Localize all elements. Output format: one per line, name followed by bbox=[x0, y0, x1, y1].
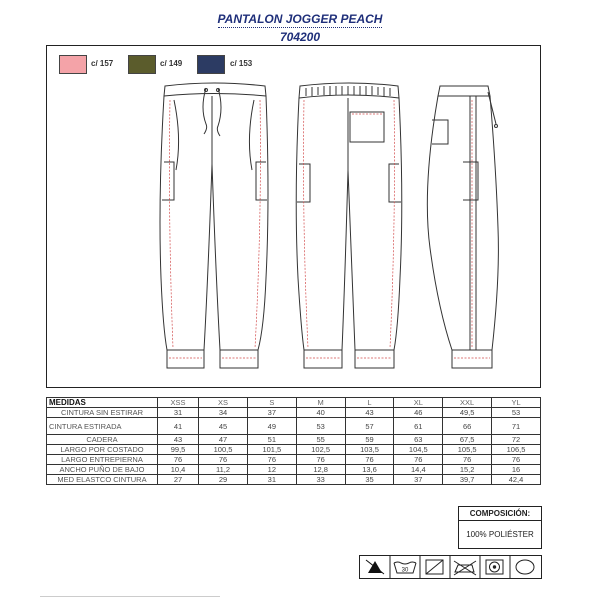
title-divider bbox=[218, 27, 382, 28]
measurement-value: 35 bbox=[345, 475, 394, 485]
measurements-table bbox=[46, 397, 541, 485]
dry-clean-icon bbox=[486, 560, 503, 574]
measurement-value: 49,5 bbox=[443, 408, 492, 418]
measurement-label: CINTURA SIN ESTIRAR bbox=[47, 408, 158, 418]
measurement-value: 29 bbox=[199, 475, 248, 485]
wash-30-icon bbox=[394, 562, 416, 574]
measurement-value: 76 bbox=[158, 455, 199, 465]
composition-heading: COMPOSICIÓN: bbox=[459, 507, 541, 521]
measurement-value: 27 bbox=[158, 475, 199, 485]
size-header: XL bbox=[394, 398, 443, 408]
size-header: XSS bbox=[158, 398, 199, 408]
measurement-value: 49 bbox=[247, 418, 296, 435]
measurement-value: 105,5 bbox=[443, 445, 492, 455]
measurement-value: 31 bbox=[158, 408, 199, 418]
measurement-value: 39,7 bbox=[443, 475, 492, 485]
measurement-value: 67,5 bbox=[443, 435, 492, 445]
no-bleach-icon bbox=[366, 560, 384, 574]
measurement-value: 40 bbox=[296, 408, 345, 418]
measurement-label: LARGO ENTREPIERNA bbox=[47, 455, 158, 465]
measurement-value: 63 bbox=[394, 435, 443, 445]
color-label-153: c/ 153 bbox=[230, 59, 253, 68]
table-header-label: MEDIDAS bbox=[47, 398, 158, 408]
measurement-value: 76 bbox=[296, 455, 345, 465]
size-header: M bbox=[296, 398, 345, 408]
measurement-value: 16 bbox=[492, 465, 541, 475]
back-view-drawing bbox=[290, 78, 408, 380]
composition-value: 100% POLIÉSTER bbox=[466, 530, 534, 539]
size-header: YL bbox=[492, 398, 541, 408]
product-code: 704200 bbox=[279, 30, 321, 44]
measurement-value: 57 bbox=[345, 418, 394, 435]
measurement-label: ANCHO PUÑO DE BAJO bbox=[47, 465, 158, 475]
color-label-149: c/ 149 bbox=[160, 59, 183, 68]
table-row bbox=[47, 418, 541, 435]
composition-box bbox=[458, 506, 542, 549]
measurement-value: 101,5 bbox=[247, 445, 296, 455]
table-header-row bbox=[47, 398, 541, 408]
table-row bbox=[47, 475, 541, 485]
color-label-157: c/ 157 bbox=[91, 59, 114, 68]
measurement-value: 43 bbox=[345, 408, 394, 418]
measurement-value: 103,5 bbox=[345, 445, 394, 455]
measurement-value: 13,6 bbox=[345, 465, 394, 475]
measurement-value: 53 bbox=[492, 408, 541, 418]
page-title: PANTALON JOGGER PEACH bbox=[217, 12, 383, 26]
circle-icon bbox=[516, 560, 534, 574]
measurement-value: 61 bbox=[394, 418, 443, 435]
measurement-value: 59 bbox=[345, 435, 394, 445]
measurement-value: 34 bbox=[199, 408, 248, 418]
size-header: S bbox=[247, 398, 296, 408]
measurement-value: 46 bbox=[394, 408, 443, 418]
tumble-dry-icon bbox=[426, 560, 443, 574]
measurement-value: 37 bbox=[247, 408, 296, 418]
size-header: XXL bbox=[443, 398, 492, 408]
measurement-value: 15,2 bbox=[443, 465, 492, 475]
size-header: XS bbox=[199, 398, 248, 408]
measurement-value: 102,5 bbox=[296, 445, 345, 455]
table-row bbox=[47, 408, 541, 418]
side-view-drawing bbox=[418, 78, 518, 380]
color-swatch-149 bbox=[128, 55, 156, 74]
measurement-value: 45 bbox=[199, 418, 248, 435]
color-swatch-157 bbox=[59, 55, 87, 74]
measurement-value: 100,5 bbox=[199, 445, 248, 455]
measurement-value: 31 bbox=[247, 475, 296, 485]
measurement-label: MED ELASTCO CINTURA bbox=[47, 475, 158, 485]
measurement-label: CADERA bbox=[47, 435, 158, 445]
measurement-value: 37 bbox=[394, 475, 443, 485]
measurement-value: 12,8 bbox=[296, 465, 345, 475]
measurement-value: 106,5 bbox=[492, 445, 541, 455]
svg-text:30: 30 bbox=[401, 567, 409, 574]
measurement-value: 42,4 bbox=[492, 475, 541, 485]
measurement-value: 10,4 bbox=[158, 465, 199, 475]
measurement-value: 76 bbox=[492, 455, 541, 465]
measurement-value: 43 bbox=[158, 435, 199, 445]
care-symbols bbox=[359, 555, 542, 579]
color-swatch-153 bbox=[197, 55, 225, 74]
measurement-value: 76 bbox=[394, 455, 443, 465]
measurement-value: 76 bbox=[199, 455, 248, 465]
size-header: L bbox=[345, 398, 394, 408]
table-row bbox=[47, 435, 541, 445]
measurement-value: 14,4 bbox=[394, 465, 443, 475]
table-row bbox=[47, 445, 541, 455]
measurement-value: 55 bbox=[296, 435, 345, 445]
measurement-value: 72 bbox=[492, 435, 541, 445]
measurement-value: 41 bbox=[158, 418, 199, 435]
measurement-value: 33 bbox=[296, 475, 345, 485]
measurement-value: 76 bbox=[443, 455, 492, 465]
no-iron-icon bbox=[454, 561, 476, 575]
measurement-value: 99,5 bbox=[158, 445, 199, 455]
measurement-value: 76 bbox=[345, 455, 394, 465]
front-view-drawing bbox=[148, 78, 280, 380]
measurement-value: 12 bbox=[247, 465, 296, 475]
footer-rule bbox=[40, 596, 220, 597]
measurement-label: LARGO POR COSTADO bbox=[47, 445, 158, 455]
measurement-value: 104,5 bbox=[394, 445, 443, 455]
measurement-value: 53 bbox=[296, 418, 345, 435]
measurement-value: 11,2 bbox=[199, 465, 248, 475]
measurement-value: 47 bbox=[199, 435, 248, 445]
measurement-value: 51 bbox=[247, 435, 296, 445]
measurement-label: CINTURA ESTIRADA bbox=[47, 418, 158, 435]
measurement-value: 66 bbox=[443, 418, 492, 435]
measurement-value: 71 bbox=[492, 418, 541, 435]
measurement-value: 76 bbox=[247, 455, 296, 465]
table-row bbox=[47, 465, 541, 475]
table-row bbox=[47, 455, 541, 465]
